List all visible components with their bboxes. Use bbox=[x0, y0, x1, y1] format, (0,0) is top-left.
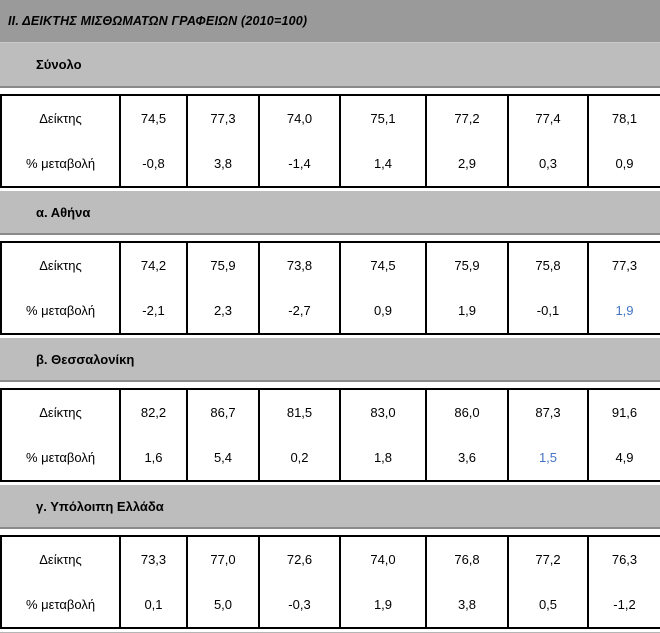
index-data-table bbox=[0, 94, 660, 188]
section-header-bar bbox=[0, 338, 660, 382]
table-title-bar bbox=[0, 0, 660, 43]
index-value-cell: 91,6 bbox=[588, 389, 660, 435]
change-value-cell: 1,9 bbox=[340, 582, 426, 628]
change-value-cell: -0,8 bbox=[120, 141, 187, 187]
index-row bbox=[1, 536, 660, 582]
index-value-cell: 76,3 bbox=[588, 536, 660, 582]
index-section bbox=[0, 485, 660, 629]
change-value-cell: -2,1 bbox=[120, 288, 187, 334]
change-value-cell: 1,4 bbox=[340, 141, 426, 187]
change-row-label: % μεταβολή bbox=[25, 303, 96, 318]
change-value-cell: -0,1 bbox=[508, 288, 588, 334]
index-value-cell: 77,2 bbox=[426, 95, 508, 141]
index-value-cell: 74,0 bbox=[259, 95, 340, 141]
index-section bbox=[0, 338, 660, 482]
index-row bbox=[1, 95, 660, 141]
section-header-bar bbox=[0, 191, 660, 235]
index-row-label: Δείκτης bbox=[39, 111, 82, 126]
section-header-label: β. Θεσσαλονίκη bbox=[36, 351, 135, 367]
change-value-cell: 1,6 bbox=[120, 435, 187, 481]
index-value-cell: 75,1 bbox=[340, 95, 426, 141]
index-value-cell: 77,3 bbox=[588, 242, 660, 288]
change-value-cell: -2,7 bbox=[259, 288, 340, 334]
section-header-label: γ. Υπόλοιπη Ελλάδα bbox=[36, 498, 164, 514]
change-row bbox=[1, 141, 660, 187]
index-value-cell: 75,9 bbox=[187, 242, 259, 288]
change-value-cell: 0,5 bbox=[508, 582, 588, 628]
index-value-cell: 78,1 bbox=[588, 95, 660, 141]
index-data-table bbox=[0, 535, 660, 629]
change-value-cell: 3,8 bbox=[426, 582, 508, 628]
change-value-cell: 4,9 bbox=[588, 435, 660, 481]
change-value-cell: 5,0 bbox=[187, 582, 259, 628]
change-value-cell: 2,3 bbox=[187, 288, 259, 334]
change-row-label: % μεταβολή bbox=[25, 597, 96, 612]
section-header-label: α. Αθήνα bbox=[36, 204, 91, 220]
change-value-cell: 1,5 bbox=[508, 435, 588, 481]
table-title: ΙΙ. ΔΕΙΚΤΗΣ ΜΙΣΘΩΜΑΤΩΝ ΓΡΑΦΕΙΩΝ (2010=100) bbox=[8, 14, 308, 28]
index-value-cell: 74,2 bbox=[120, 242, 187, 288]
index-row-label: Δείκτης bbox=[39, 405, 82, 420]
index-value-cell: 87,3 bbox=[508, 389, 588, 435]
change-row bbox=[1, 288, 660, 334]
index-value-cell: 83,0 bbox=[340, 389, 426, 435]
section-header-bar bbox=[0, 43, 660, 88]
index-row bbox=[1, 242, 660, 288]
index-value-cell: 77,4 bbox=[508, 95, 588, 141]
change-value-cell: 1,9 bbox=[588, 288, 660, 334]
index-value-cell: 74,0 bbox=[340, 536, 426, 582]
index-value-cell: 82,2 bbox=[120, 389, 187, 435]
index-value-cell: 77,0 bbox=[187, 536, 259, 582]
change-value-cell: -1,4 bbox=[259, 141, 340, 187]
change-value-cell: 5,4 bbox=[187, 435, 259, 481]
index-section bbox=[0, 43, 660, 188]
index-value-cell: 77,2 bbox=[508, 536, 588, 582]
index-section bbox=[0, 191, 660, 335]
index-value-cell: 74,5 bbox=[120, 95, 187, 141]
index-value-cell: 73,8 bbox=[259, 242, 340, 288]
index-row-label: Δείκτης bbox=[39, 258, 82, 273]
change-row bbox=[1, 435, 660, 481]
change-value-cell: 0,3 bbox=[508, 141, 588, 187]
index-value-cell: 75,8 bbox=[508, 242, 588, 288]
index-value-cell: 73,3 bbox=[120, 536, 187, 582]
change-row bbox=[1, 582, 660, 628]
index-value-cell: 75,9 bbox=[426, 242, 508, 288]
index-row bbox=[1, 389, 660, 435]
index-value-cell: 81,5 bbox=[259, 389, 340, 435]
change-row-label: % μεταβολή bbox=[25, 156, 96, 171]
change-value-cell: 1,8 bbox=[340, 435, 426, 481]
change-value-cell: 0,9 bbox=[588, 141, 660, 187]
index-data-table bbox=[0, 241, 660, 335]
section-header-label: Σύνολο bbox=[36, 57, 82, 72]
change-value-cell: 3,8 bbox=[187, 141, 259, 187]
sections-container bbox=[0, 43, 660, 629]
index-value-cell: 86,7 bbox=[187, 389, 259, 435]
index-value-cell: 74,5 bbox=[340, 242, 426, 288]
change-row-label: % μεταβολή bbox=[25, 450, 96, 465]
change-value-cell: 0,2 bbox=[259, 435, 340, 481]
change-value-cell: 0,1 bbox=[120, 582, 187, 628]
index-value-cell: 72,6 bbox=[259, 536, 340, 582]
index-value-cell: 77,3 bbox=[187, 95, 259, 141]
index-value-cell: 86,0 bbox=[426, 389, 508, 435]
change-value-cell: 0,9 bbox=[340, 288, 426, 334]
index-data-table bbox=[0, 388, 660, 482]
change-value-cell: 1,9 bbox=[426, 288, 508, 334]
change-value-cell: 3,6 bbox=[426, 435, 508, 481]
section-header-bar bbox=[0, 485, 660, 529]
change-value-cell: -1,2 bbox=[588, 582, 660, 628]
change-value-cell: -0,3 bbox=[259, 582, 340, 628]
index-row-label: Δείκτης bbox=[39, 552, 82, 567]
change-value-cell: 2,9 bbox=[426, 141, 508, 187]
index-value-cell: 76,8 bbox=[426, 536, 508, 582]
